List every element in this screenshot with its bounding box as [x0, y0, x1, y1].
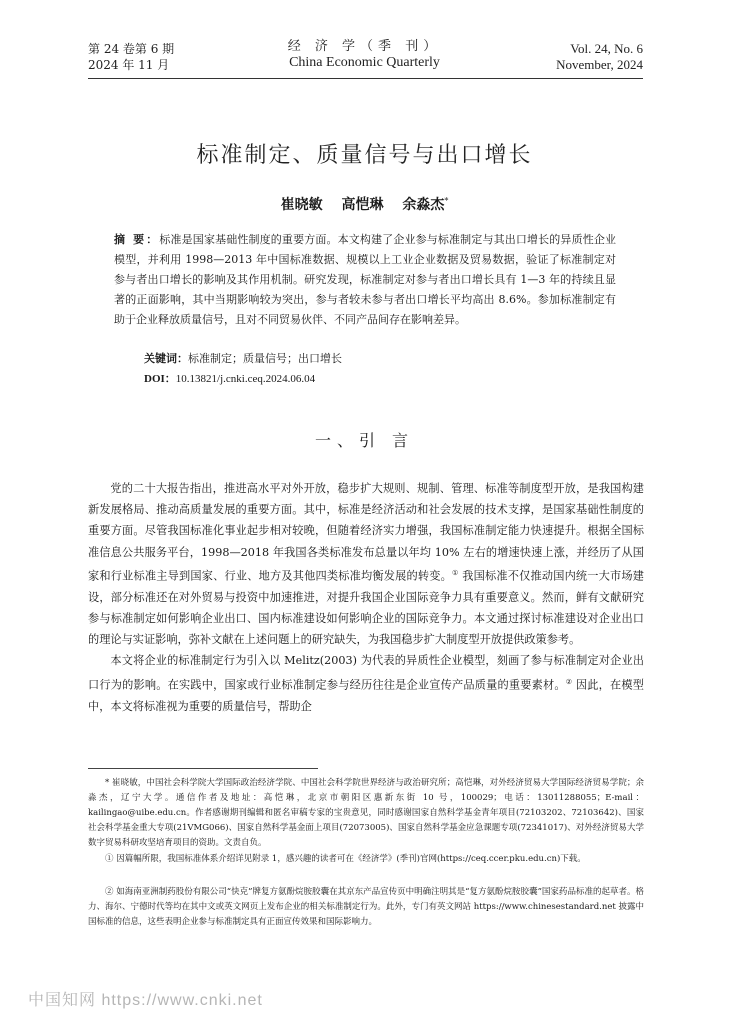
author-footnote-mark: * [444, 196, 449, 206]
footnote-body: 崔晓敏，中国社会科学院大学国际政治经济学院、中国社会科学院世界经济与政治研究所；高恺琳，对外经济贸易大学国际经济贸易学院；余淼杰，辽宁大学。通信作者及地址：高恺琳，北京市朝阳区惠新东街 10 号，100029；电话：13011288055；E-mail：kailingao@uibe.edu.cn。作者感谢期刊编辑和匿名审稿专家的宝贵意见，同时感谢国家自然科学基金青年项目(72103202、72103642)、国家社会科学基金重大专项(21VMG066)、国家自然科学基金面上项目(72073005)、国家自然科学基金应急课题专项(72341017)、对外经济贸易大学数字贸易科研攻坚培育项目的资助。文责自负。 [88, 778, 644, 848]
volume-en: Vol. 24, No. 6 [570, 41, 643, 56]
footnote-1 [88, 852, 644, 867]
doi-label: DOI： [144, 373, 176, 385]
doi [144, 370, 315, 388]
footnote-body: 因篇幅所限，我国标准体系介绍详见附录 1，感兴趣的读者可在《经济学》(季刊)官网(https://ceq.ccer.pku.edu.cn)下载。 [113, 854, 586, 864]
footnote-body: 如海南亚洲制药股份有限公司“快克”牌复方氨酚烷胺胶囊在其京东产品宣传页中明确注明其是“复方氨酚烷胺胶囊”国家药品标准的起草者。格力、海尔、宁德时代等均在其中文或英文网页上发布企业的相关标准制定行为。此外，专门有英文网站 https://www.chinesestandard.net 披露中国标准的信息，这些表明企业参与标准制定具有正面宣传效果和国际影响力。 [88, 887, 644, 927]
cnki-watermark: 中国知网 https://www.cnki.net [28, 992, 263, 1009]
keywords [144, 350, 342, 368]
footnote-2 [88, 885, 644, 930]
paragraph-text: 我国标准不仅推动国内统一大市场建设，部分标准还在对外贸易与投资中加速推进，对提升我国企业国际竞争力具有重要意义。然而，鲜有文献研究参与标准制定如何影响企业出口、国内标准建设如何影响企业的国际竞争力。本文通过探讨标准建设对企业出口的理论与实证影响，弥补文献在上述问题上的研究缺失，为我国稳步扩大制度型开放提供政策参考。 [88, 569, 644, 647]
footnote-text [88, 852, 644, 867]
authors: 崔晓敏 高恺琳 余淼杰 [280, 197, 445, 213]
author-line [0, 194, 729, 214]
body-text [88, 478, 644, 717]
date-cn: 2024 年 11 月 [88, 58, 170, 72]
footnote-mark: * [105, 778, 110, 788]
footnote-rule [88, 768, 318, 769]
paragraph [88, 478, 644, 650]
paragraph-text: 本文将企业的标准制定行为引入以 Melitz(2003) 为代表的异质性企业模型，刻画了参与标准制定对企业出口行为的影响。在实践中，国家或行业标准制定参与经历往往是企业宣传产品质量的重要素材。 [88, 654, 644, 692]
footnote-mark: ② [105, 887, 114, 897]
header-right [556, 41, 643, 73]
section-heading-introduction: 一、引 言 [314, 431, 415, 450]
date-en: November, 2024 [556, 57, 643, 72]
volume-cn: 第 24 卷第 6 期 [88, 42, 175, 56]
abstract-label: 摘 要： [114, 233, 160, 246]
footnote-ref-1: ① [451, 568, 459, 577]
journal-name-cn: 经 济 学（季 刊） [287, 39, 442, 54]
footnote-mark: ① [105, 854, 114, 864]
paragraph-text: 因此，在模型中，本文将标准视为重要的质量信号，帮助企 [88, 678, 644, 713]
footnote-ref-2: ② [565, 677, 573, 686]
paper-title: 标准制定、质量信号与出口增长 [196, 143, 533, 168]
keywords-label: 关键词： [144, 352, 188, 365]
footnote-text [88, 776, 644, 851]
header-rule [88, 78, 643, 79]
abstract [114, 230, 616, 330]
journal-name-en: China Economic Quarterly [289, 55, 440, 70]
paragraph-text: 党的二十大报告指出，推进高水平对外开放，稳步扩大规则、规制、管理、标准等制度型开放，是我国构建新发展格局、推动高质量发展的重要方面。其中，标准是经济活动和社会发展的技术支撑，是国家基础性制度的重要方面。尽管我国标准化事业起步相对较晚，但随着经济实力增强，我国标准制定能力快速提升。根据全国标准信息公共服务平台，1998—2018 年我国各类标准发布总量以年均 10% 左右的增速快速上涨，并经历了从国家和行业标准主导到国家、行业、地方及其他四类标准均衡发展的转变。 [88, 482, 644, 583]
footnote-author [88, 776, 644, 851]
abstract-text: 标准是国家基础性制度的重要方面。本文构建了企业参与标准制定与其出口增长的异质性企业模型，并利用 1998—2013 年中国标准数据、规模以上工业企业数据及贸易数据，验证了标准制定对参与者出口增长的影响及其作用机制。研究发现，标准制定对参与者出口增长具有 1—3 年的持续且显著的正面影响，其中当期影响较为突出，参与者较未参与者出口增长平均高出 8.6%。参加标准制定有助于企业释放质量信号，且对不同贸易伙伴、不同产品间存在影响差异。 [114, 233, 616, 326]
keywords-text: 标准制定；质量信号；出口增长 [188, 352, 342, 365]
paragraph [88, 650, 644, 716]
footnote-text [88, 885, 644, 930]
doi-value: 10.13821/j.cnki.ceq.2024.06.04 [175, 373, 316, 385]
